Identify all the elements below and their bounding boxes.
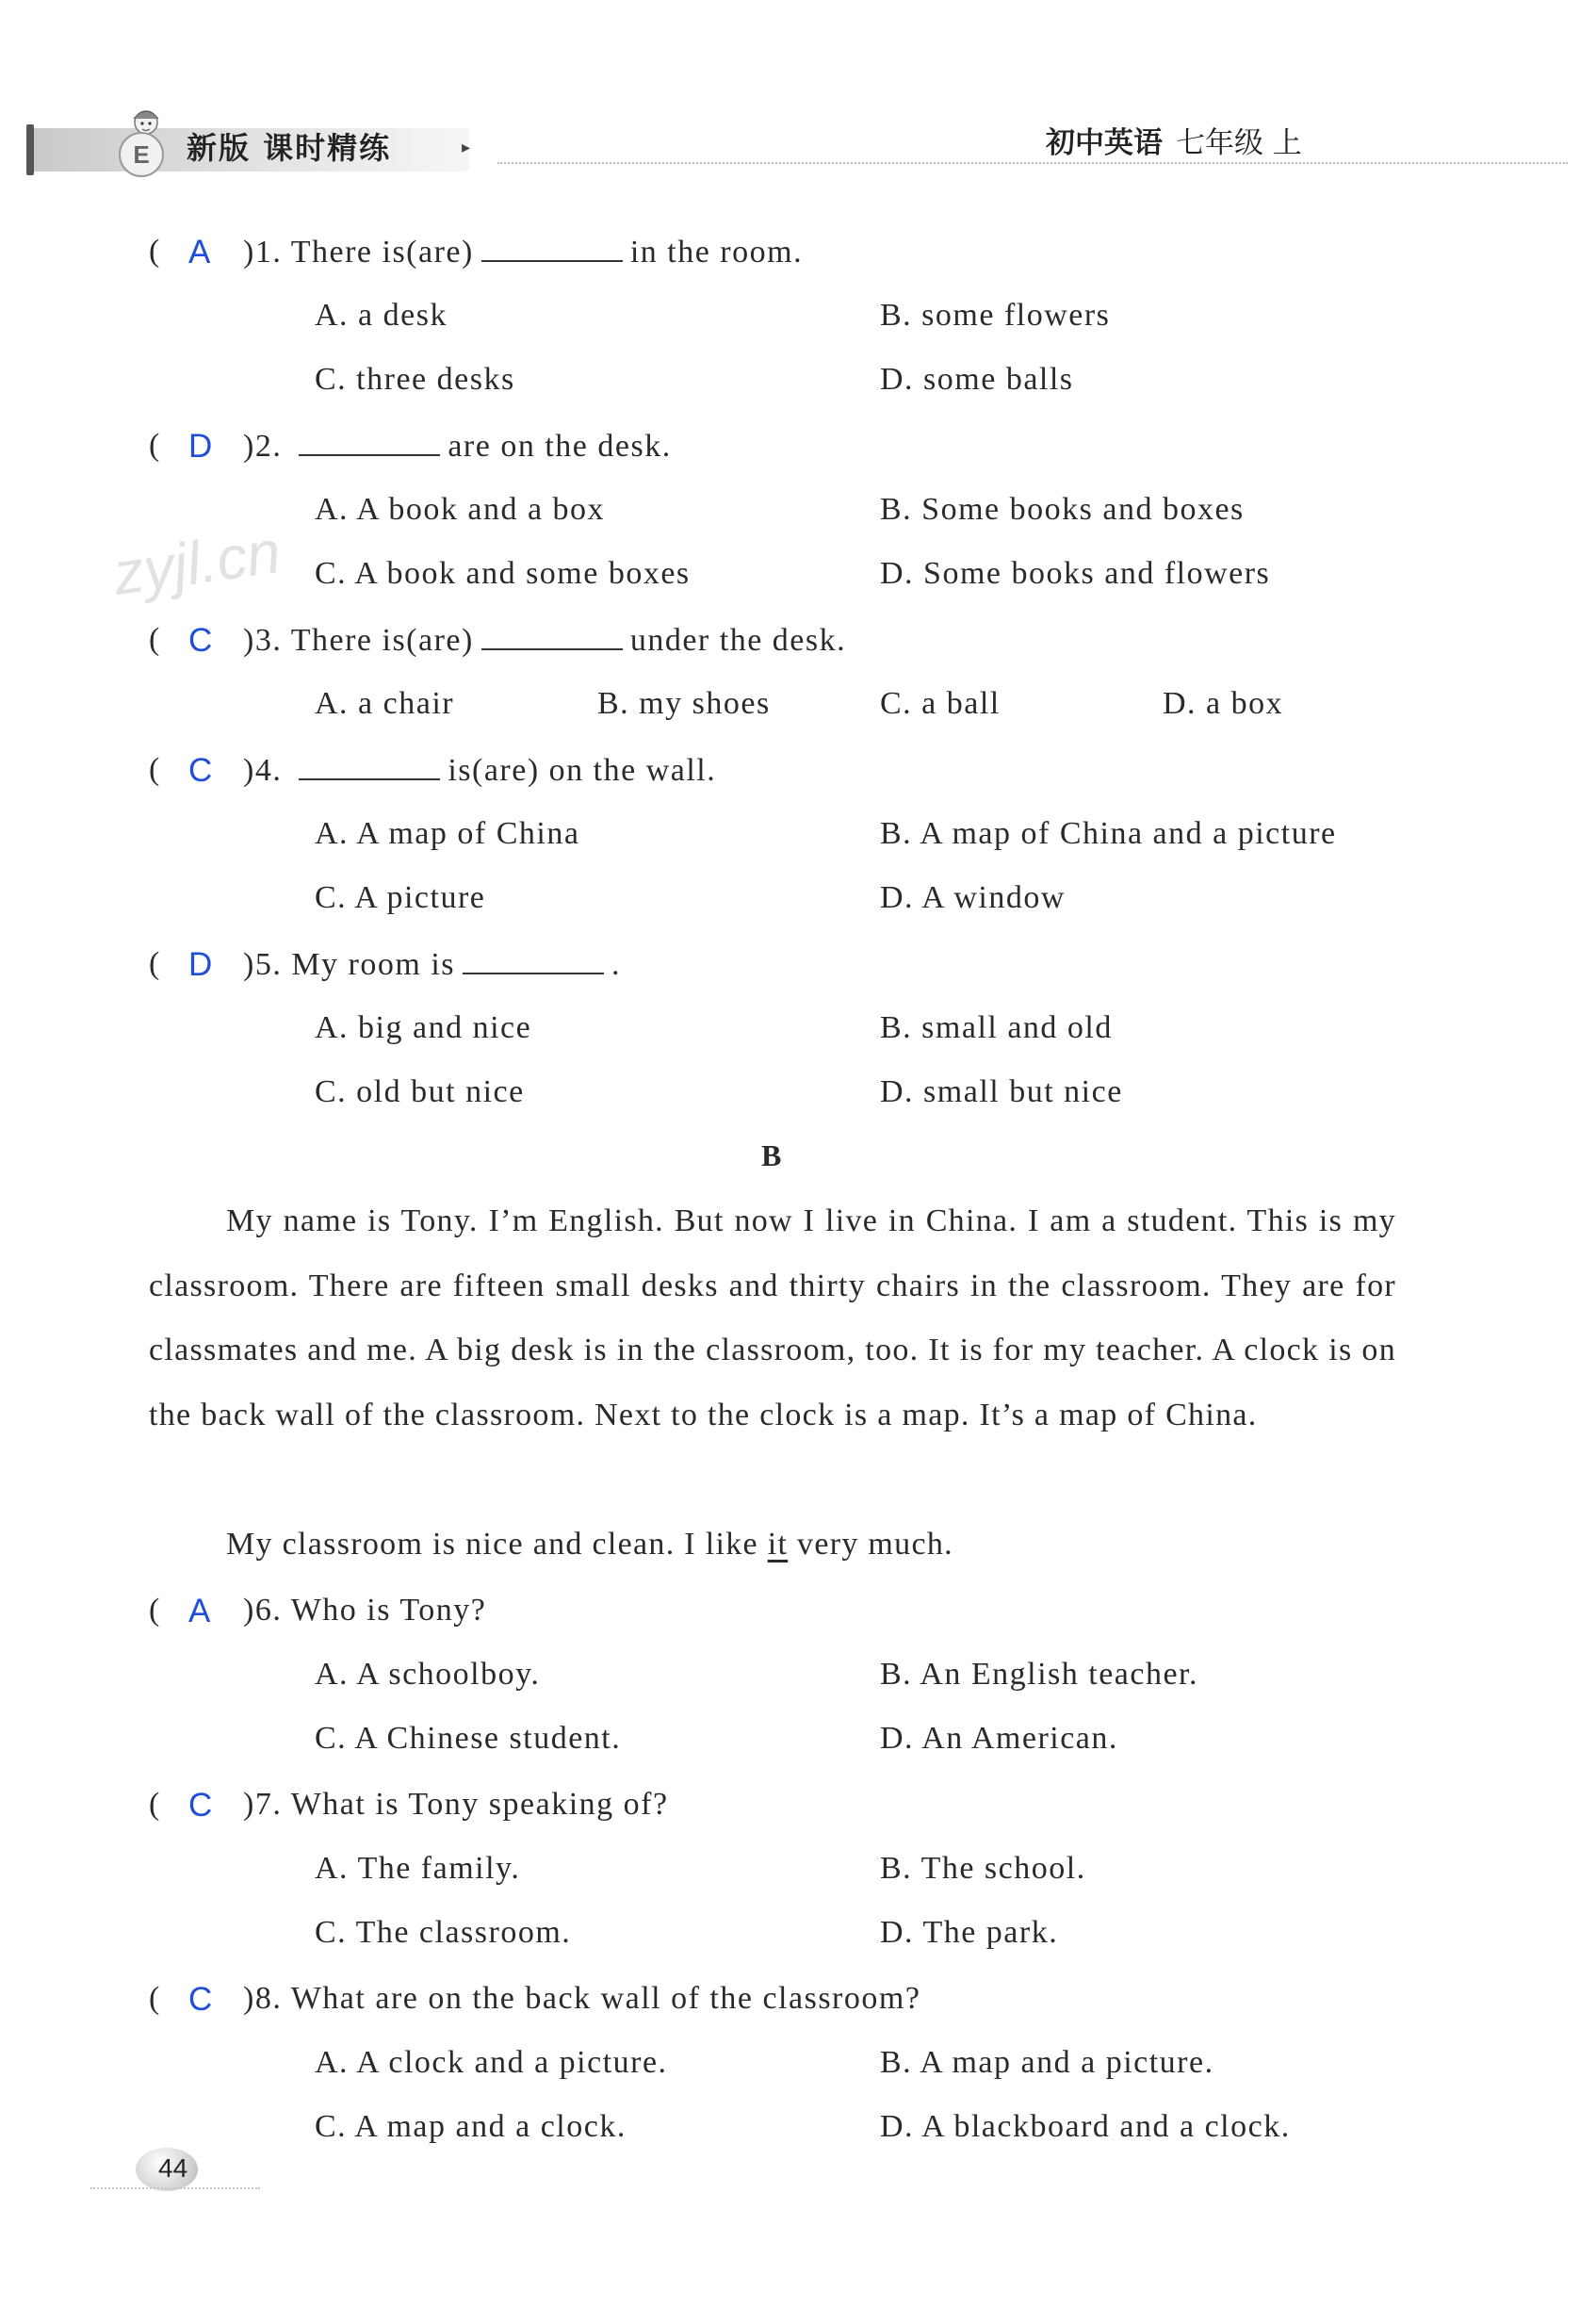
answer-letter: A <box>188 1593 211 1629</box>
stem-after: under the desk. <box>629 623 847 658</box>
question-number: )2. <box>243 429 283 464</box>
question-stem <box>243 946 621 983</box>
stem-after: . <box>611 947 622 982</box>
question-stem <box>243 428 672 465</box>
option-a: A. A book and a box <box>315 492 606 527</box>
underlined-word: it <box>767 1527 789 1562</box>
watermark: zyjl.cn <box>108 516 285 609</box>
stem-after: in the room. <box>629 235 804 270</box>
option-d: D. some balls <box>880 362 1074 397</box>
option-b: B. small and old <box>880 1010 1113 1045</box>
question-stem <box>243 622 846 659</box>
option-a: A. A schoolboy. <box>315 1657 541 1692</box>
option-b: B. my shoes <box>597 686 771 721</box>
grade-label: 七年级 上 <box>1176 126 1302 160</box>
fill-blank <box>299 428 440 456</box>
option-a: A. The family. <box>315 1851 521 1886</box>
paragraph-2-before: My classroom is nice and clean. I like <box>226 1527 768 1562</box>
option-c: C. The classroom. <box>315 1915 572 1950</box>
fill-blank <box>481 234 623 262</box>
answer-paren: ( <box>149 428 160 463</box>
question-stem <box>243 234 803 270</box>
option-b: B. The school. <box>880 1851 1086 1886</box>
option-c: C. A book and some boxes <box>315 556 691 591</box>
option-d: D. The park. <box>880 1915 1059 1950</box>
option-d: D. Some books and flowers <box>880 556 1271 591</box>
subject-grade <box>1046 119 1302 161</box>
option-d: D. small but nice <box>880 1074 1123 1109</box>
answer-paren: ( <box>149 752 160 787</box>
answer-letter: C <box>188 1981 213 2018</box>
book-series-title: 新版 课时精练 <box>187 130 392 166</box>
answer-paren: ( <box>149 234 160 269</box>
option-b: B. Some books and boxes <box>880 492 1245 527</box>
question-number: )6. <box>243 1593 283 1628</box>
header-divider <box>497 162 1568 164</box>
option-a: A. A map of China <box>315 816 580 851</box>
option-d: D. An American. <box>880 1721 1118 1756</box>
question-number: )4. <box>243 753 283 788</box>
stem-before: There is(are) <box>290 235 474 270</box>
answer-paren: ( <box>149 1787 160 1822</box>
stem-text: What are on the back wall of the classroom? <box>290 1981 921 2016</box>
option-c: C. A picture <box>315 880 486 915</box>
fill-blank <box>299 752 440 780</box>
footer-divider <box>90 2187 260 2189</box>
header-bar <box>26 124 34 175</box>
page-header <box>26 111 1572 177</box>
question-stem <box>243 1593 486 1628</box>
stem-text: What is Tony speaking of? <box>290 1787 669 1822</box>
page-footer <box>90 2144 260 2201</box>
question-stem <box>243 1787 669 1823</box>
question-number: )7. <box>243 1787 283 1822</box>
option-c: C. old but nice <box>315 1074 525 1109</box>
question-number: )8. <box>243 1981 283 2016</box>
answer-letter: C <box>188 1787 213 1824</box>
question-stem <box>243 752 716 789</box>
option-b: B. A map of China and a picture <box>880 816 1337 851</box>
option-a: A. big and nice <box>315 1010 532 1045</box>
option-a: A. a desk <box>315 298 448 333</box>
stem-after: are on the desk. <box>448 429 672 464</box>
option-b: B. An English teacher. <box>880 1657 1199 1692</box>
page-number: 44 <box>158 2153 188 2183</box>
option-d: D. A window <box>880 880 1066 915</box>
stem-before: There is(are) <box>290 623 474 658</box>
stem-after: is(are) on the wall. <box>448 753 717 788</box>
answer-letter: C <box>188 752 213 789</box>
fill-blank <box>481 622 623 650</box>
option-b: B. A map and a picture. <box>880 2045 1214 2080</box>
reading-passage <box>149 1189 1396 1448</box>
option-b: B. some flowers <box>880 298 1111 333</box>
answer-paren: ( <box>149 622 160 657</box>
question-number: )3. <box>243 623 283 658</box>
answer-letter: C <box>188 622 213 659</box>
stem-before: My room is <box>291 947 456 982</box>
fill-blank <box>463 946 604 974</box>
stem-text: Who is Tony? <box>290 1593 487 1628</box>
answer-letter: A <box>188 234 211 270</box>
option-c: C. three desks <box>315 362 515 397</box>
question-number: )5. <box>243 947 283 982</box>
question-stem <box>243 1981 920 2017</box>
option-c: C. a ball <box>880 686 1001 721</box>
header-arrow-icon: ▸ <box>462 138 471 157</box>
answer-paren: ( <box>149 1593 160 1628</box>
reading-passage-2 <box>149 1513 1396 1578</box>
option-c: C. A Chinese student. <box>315 1721 622 1756</box>
answer-letter: D <box>188 946 213 983</box>
section-label: B <box>761 1138 782 1172</box>
subject-label: 初中英语 <box>1046 126 1163 160</box>
option-a: A. A clock and a picture. <box>315 2045 668 2080</box>
paragraph-2-after: very much. <box>788 1527 953 1562</box>
header-badge-letter: E <box>119 132 164 177</box>
option-d: D. A blackboard and a clock. <box>880 2109 1291 2144</box>
paragraph-1: My name is Tony. I’m English. But now I live in China. I am a student. This is my classroom. There are fifteen small desks and thirty chairs in the classroom. They are for classmates and me. A big desk is in the classroom, too. It is for my teacher. A clock is on the back wall of the classroom. Next to the clock is a map. It’s a map of China. <box>149 1203 1396 1432</box>
answer-paren: ( <box>149 946 160 981</box>
option-c: C. A map and a clock. <box>315 2109 627 2144</box>
question-number: )1. <box>243 235 283 270</box>
answer-letter: D <box>188 428 213 465</box>
answer-paren: ( <box>149 1981 160 2016</box>
option-a: A. a chair <box>315 686 455 721</box>
option-d: D. a box <box>1163 686 1284 721</box>
